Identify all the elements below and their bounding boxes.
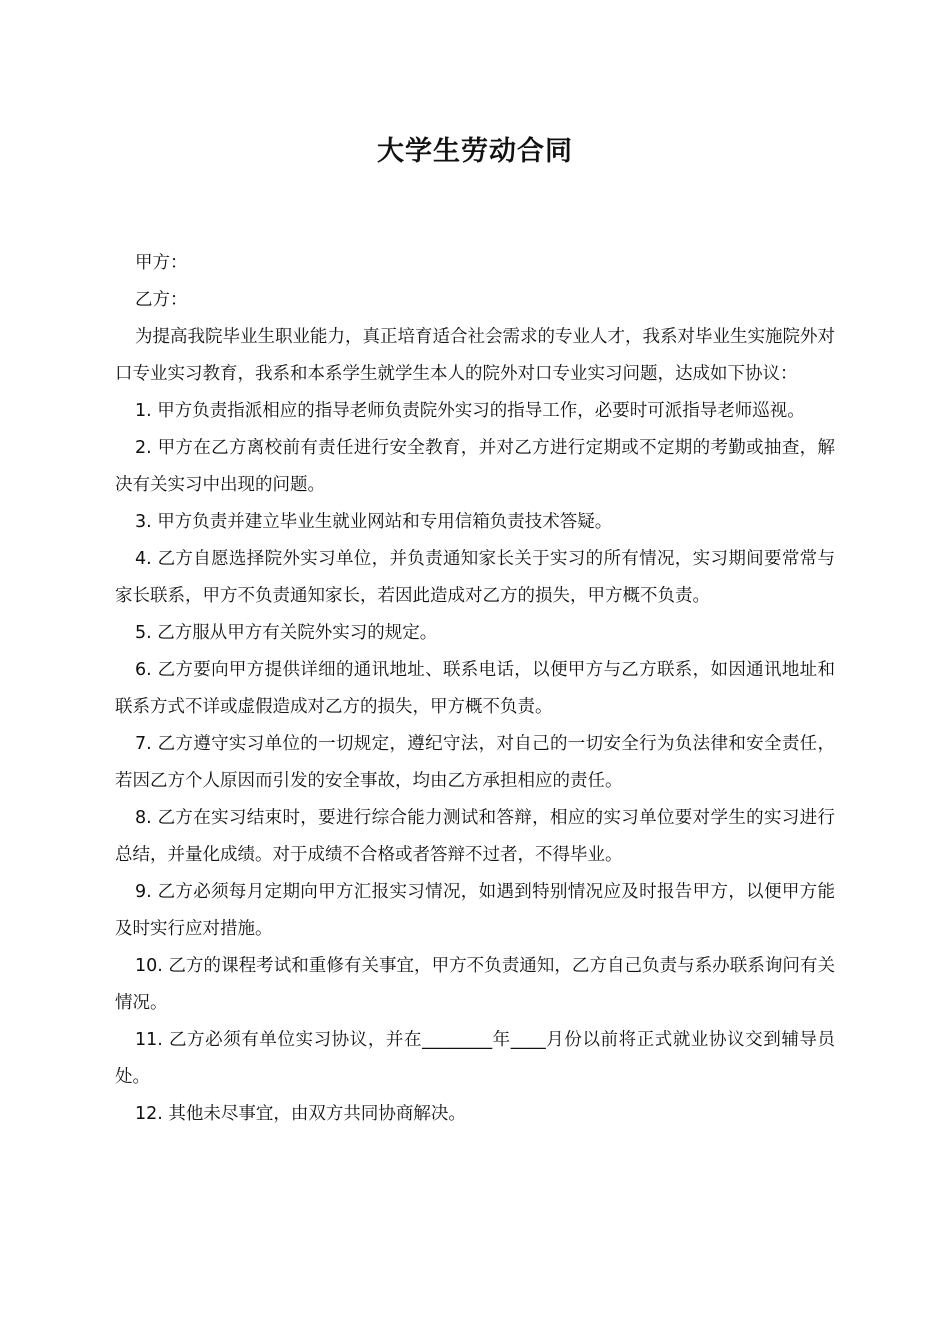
clause-5: 5. 乙方服从甲方有关院外实习的规定。 [135, 623, 438, 643]
clause-7: 7. 乙方遵守实习单位的一切规定，遵纪守法，对自己的一切安全行为负法律和安全责任，若因乙方个人原因而引发的安全事故，均由乙方承担相应的责任。 [115, 734, 835, 791]
party-b-label: 乙方： [135, 290, 188, 310]
clause-8: 8. 乙方在实习结束时，要进行综合能力测试和答辩，相应的实习单位要对学生的实习进行总结，并量化成绩。对于成绩不合格或者答辩不过者，不得毕业。 [115, 808, 835, 865]
clause-2: 2. 甲方在乙方离校前有责任进行安全教育，并对乙方进行定期或不定期的考勤或抽查，解决有关实习中出现的问题。 [115, 438, 835, 495]
document-title: 大学生劳动合同 [377, 136, 573, 167]
clause-1: 1. 甲方负责指派相应的指导老师负责院外实习的指导工作，必要时可派指导老师巡视。 [135, 401, 805, 421]
clause-4: 4. 乙方自愿选择院外实习单位，并负责通知家长关于实习的所有情况，实习期间要常常与家长联系，甲方不负责通知家长，若因此造成对乙方的损失，甲方概不负责。 [115, 549, 835, 606]
clause-9: 9. 乙方必须每月定期向甲方汇报实习情况，如遇到特别情况应及时报告甲方，以便甲方能及时实行应对措施。 [115, 882, 835, 939]
clause-12: 12. 其他未尽事宜，由双方共同协商解决。 [135, 1104, 466, 1124]
document-body [115, 245, 835, 1133]
clause-11: 11. 乙方必须有单位实习协议，并在________年____月份以前将正式就业协议交到辅导员处。 [115, 1030, 835, 1087]
clause-3: 3. 甲方负责并建立毕业生就业网站和专用信箱负责技术答疑。 [135, 512, 613, 532]
party-a-label: 甲方： [135, 253, 188, 273]
clause-10: 10. 乙方的课程考试和重修有关事宜，甲方不负责通知，乙方自己负责与系办联系询问有关情况。 [115, 956, 836, 1013]
clause-6: 6. 乙方要向甲方提供详细的通讯地址、联系电话，以便甲方与乙方联系，如因通讯地址和联系方式不详或虚假造成对乙方的损失，甲方概不负责。 [115, 660, 835, 717]
intro-paragraph: 为提高我院毕业生职业能力，真正培育适合社会需求的专业人才，我系对毕业生实施院外对口专业实习教育，我系和本系学生就学生本人的院外对口专业实习问题，达成如下协议： [115, 327, 835, 384]
